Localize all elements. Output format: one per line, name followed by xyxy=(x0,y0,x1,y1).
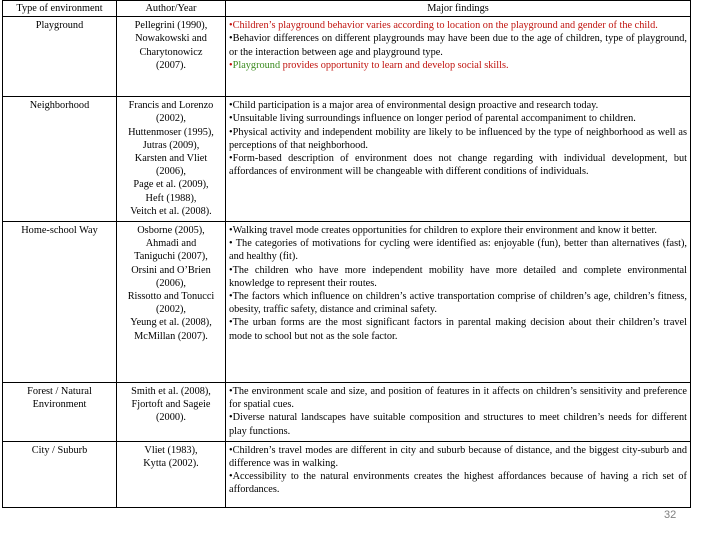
finding-text: •Diverse natural landscapes have suitable composition and structures to meet children’s needs for different play functions. xyxy=(229,412,687,437)
author-line: Francis and Lorenzo xyxy=(128,100,214,112)
environment-type-cell: Home-school Way xyxy=(3,222,117,383)
header-author-year: Author/Year xyxy=(117,1,226,17)
finding-text: •Children’s travel modes are different in city and suburb because of distance, and the biggest city-suburb and difference was in walking. xyxy=(229,444,687,470)
major-findings-cell xyxy=(226,222,691,383)
finding-item xyxy=(229,152,687,178)
finding-text: •Walking travel mode creates opportunities for children to explore their environment and know it better. xyxy=(229,225,657,237)
author-year-cell xyxy=(117,97,226,222)
major-findings-cell xyxy=(226,17,691,97)
author-line: Ahmadi and xyxy=(145,238,197,250)
author-line: Kytta (2002). xyxy=(143,458,199,470)
author-line: Smith et al. (2008), xyxy=(131,386,211,398)
finding-item xyxy=(229,444,687,470)
author-line: Yeung et al. (2008), xyxy=(130,317,212,329)
finding-text: • xyxy=(229,59,233,71)
finding-item xyxy=(229,385,687,411)
author-line: (2006), xyxy=(155,277,187,289)
environment-type-cell: Neighborhood xyxy=(3,97,117,222)
author-line: (2006), xyxy=(155,166,187,178)
finding-text: •The children who have more independent mobility have more detailed and complete environmental knowledge to represent their routes. xyxy=(229,264,687,289)
table-row xyxy=(3,222,691,383)
author-line: Orsini and O’Brien xyxy=(131,264,211,276)
finding-text: •Children’s playground behavior varies according to location on the playground and gender of the child. xyxy=(229,20,658,32)
finding-text: provides opportunity to learn and develop social skills. xyxy=(280,59,509,71)
author-line: Rissotto and Tonucci xyxy=(127,291,215,303)
table-row xyxy=(3,17,691,97)
author-year-cell xyxy=(117,383,226,442)
finding-text: •The urban forms are the most significant factors in parental making decision about their children’s travel mode to school but not as the sole factor. xyxy=(229,317,687,342)
author-line: Vliet (1983), xyxy=(144,444,198,456)
finding-text: • The categories of motivations for cycling were identified as: enjoyable (fun), better than alternatives (fast), and healthy (fit). xyxy=(229,238,687,263)
finding-text: •The environment scale and size, and position of features in it affects on children’s sensitivity and preference for spatial cues. xyxy=(229,386,687,411)
finding-text: •Form-based description of environment does not change regarding with individual development, but affordances of environment will be changeable with different conditions of individuals. xyxy=(229,153,687,178)
finding-text: •Child participation is a major area of environmental design proactive and research today. xyxy=(229,100,599,112)
finding-item xyxy=(229,224,687,237)
finding-item xyxy=(229,126,687,152)
author-line: McMillan (2007). xyxy=(134,330,208,342)
author-line: (2002), xyxy=(155,304,187,316)
author-line: Huttenmoser (1995), xyxy=(128,126,214,138)
author-year-cell xyxy=(117,222,226,383)
author-line: Osborne (2005), xyxy=(137,225,205,237)
finding-text: •Physical activity and independent mobility are likely to be influenced by the type of neighborhood as well as perceptions of that neighborhood. xyxy=(229,126,687,151)
finding-item xyxy=(229,316,687,342)
finding-text: •Behavior differences on different playgrounds may have been due to the age of children, type of playground, or the interaction between age and playground type. xyxy=(229,33,687,58)
finding-item xyxy=(229,411,687,437)
finding-item xyxy=(229,59,687,72)
finding-item xyxy=(229,32,687,58)
table-row xyxy=(3,97,691,222)
findings-table-body xyxy=(3,1,691,508)
author-line: Taniguchi (2007), xyxy=(134,251,208,263)
author-line: Pellegrini (1990), xyxy=(134,20,208,32)
finding-item xyxy=(229,237,687,263)
author-line: Charytonowicz xyxy=(139,46,203,58)
author-year-cell xyxy=(117,441,226,507)
table-header-row xyxy=(3,1,691,17)
author-line: (2002), xyxy=(155,113,187,125)
author-line: (2000). xyxy=(155,412,187,424)
finding-item xyxy=(229,470,687,496)
page-number: 32 xyxy=(664,509,677,521)
finding-item xyxy=(229,19,687,32)
finding-item xyxy=(229,264,687,290)
table-row xyxy=(3,441,691,507)
author-line: Jutras (2009), xyxy=(142,139,200,151)
major-findings-cell xyxy=(226,383,691,442)
environment-type-cell: Playground xyxy=(3,17,117,97)
environment-type-cell: City / Suburb xyxy=(3,441,117,507)
environment-type-cell: Forest / Natural Environment xyxy=(3,383,117,442)
author-line: (2007). xyxy=(155,59,187,71)
finding-text: •The factors which influence on children’s active transportation comprise of children’s age, children’s fitness, obesity, traffic safety, distance and criminal safety. xyxy=(229,291,687,316)
header-major-findings: Major findings xyxy=(226,1,691,17)
finding-text: •Accessibility to the natural environments creates the highest affordances because of having a rich set of affordances. xyxy=(229,471,687,496)
author-year-cell xyxy=(117,17,226,97)
finding-item xyxy=(229,290,687,316)
table-row xyxy=(3,383,691,442)
finding-text: Playground xyxy=(232,59,281,71)
author-line: Fjortoft and Sageie xyxy=(131,399,211,411)
author-line: Nowakowski and xyxy=(135,33,207,45)
header-type-of-environment: Type of environment xyxy=(3,1,117,17)
author-line: Karsten and Vliet xyxy=(134,153,208,165)
finding-text: •Unsuitable living surroundings influence on longer period of parental accompaniment to children. xyxy=(229,113,636,125)
findings-table xyxy=(2,0,691,508)
finding-item xyxy=(229,99,687,112)
author-line: Page et al. (2009), xyxy=(133,179,209,191)
finding-item xyxy=(229,112,687,125)
major-findings-cell xyxy=(226,97,691,222)
author-line: Heft (1988), xyxy=(145,192,197,204)
author-line: Veitch et al. (2008). xyxy=(130,205,212,217)
major-findings-cell xyxy=(226,441,691,507)
